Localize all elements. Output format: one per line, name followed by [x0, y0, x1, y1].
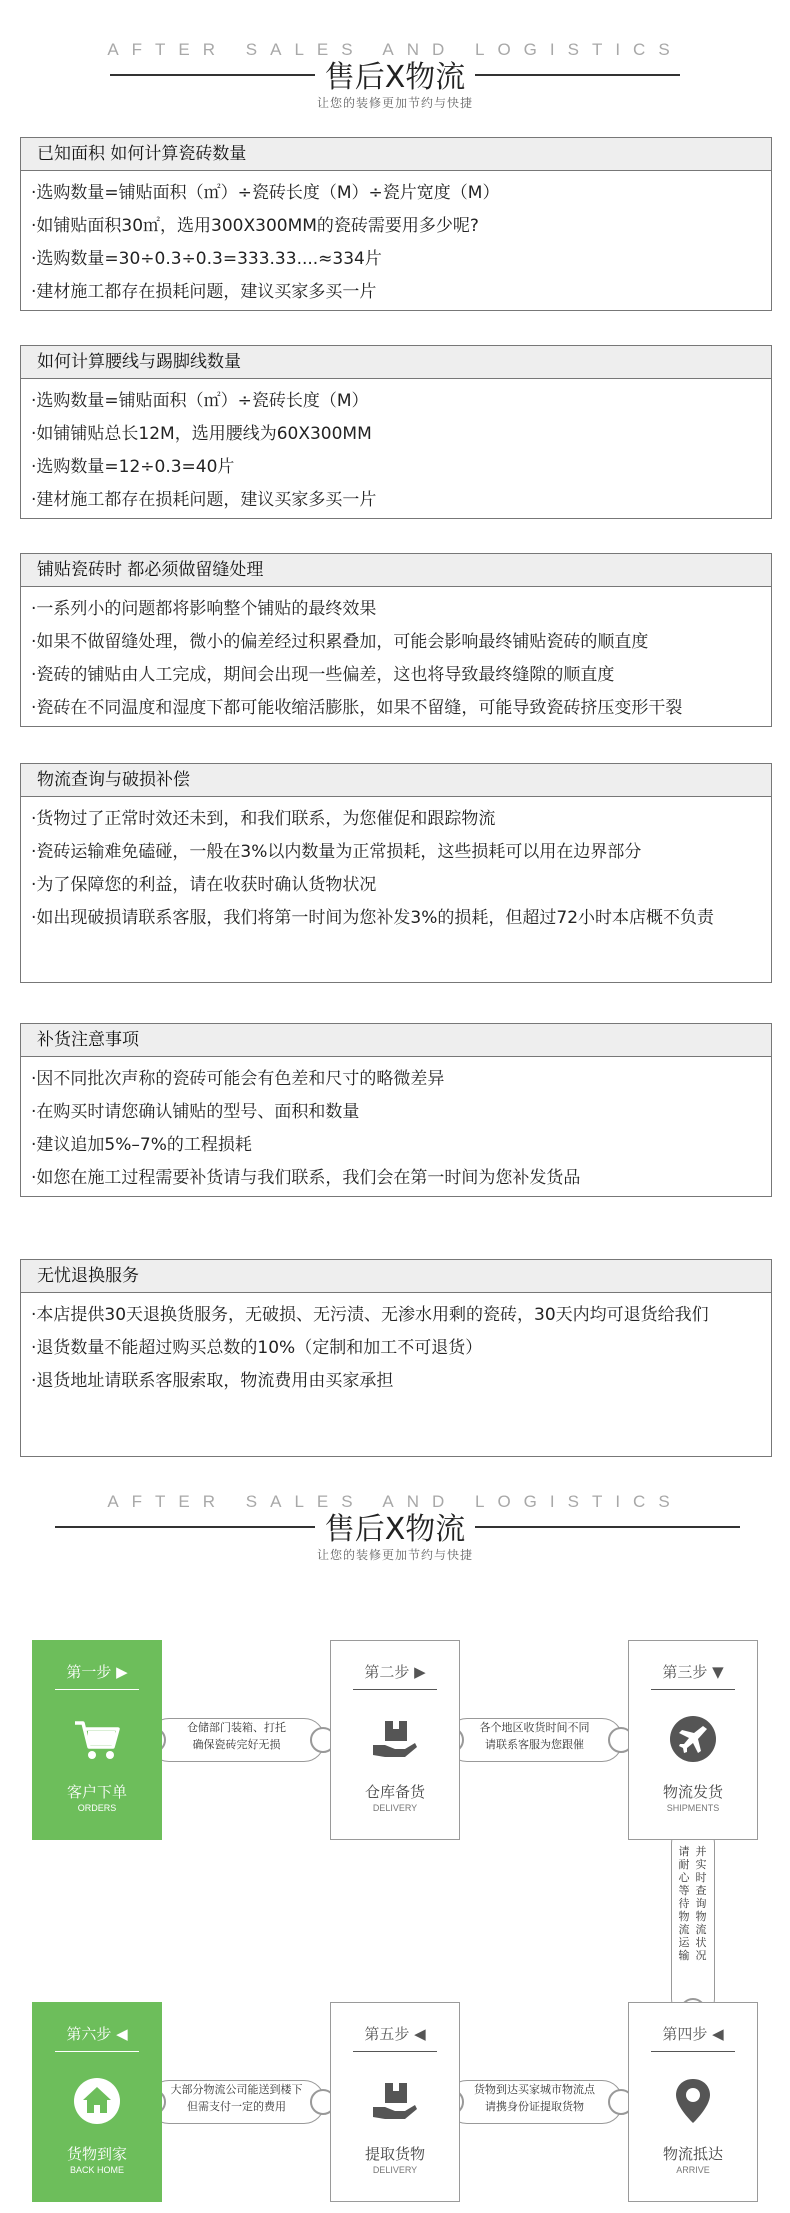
box-in-hand-icon	[371, 2077, 419, 2125]
step-label-en: DELIVERY	[372, 1803, 418, 1813]
list-item: ·如您在施工过程需要补货请与我们联系，我们会在第一时间为您补发货品	[31, 1168, 581, 1188]
step-number: 第一步 ▶	[66, 1663, 128, 1681]
info-box-title: 铺贴瓷砖时 都必须做留缝处理	[21, 554, 771, 587]
list-item: ·退货地址请联系客服索取，物流费用由买家承担	[31, 1371, 394, 1391]
header-rule-right	[475, 74, 680, 76]
list-item: ·建材施工都存在损耗问题，建议买家多买一片	[31, 490, 377, 510]
info-box-title: 如何计算腰线与踢脚线数量	[21, 346, 771, 379]
page-header-top	[0, 22, 790, 112]
step-card-arrive	[628, 2002, 758, 2202]
connector-step4-step5	[446, 2080, 623, 2124]
list-item: ·如铺贴面积30㎡，选用300X300MM的瓷砖需要用多少呢?	[31, 216, 479, 236]
step-label: 提取货物	[364, 2145, 425, 2163]
list-item: ·建议追加5%–7%的工程损耗	[31, 1135, 252, 1155]
connector-step3-step4	[671, 1822, 715, 2020]
info-box-return-service	[20, 1259, 772, 1457]
step-divider	[353, 1689, 437, 1690]
step-number: 第四步 ◀	[662, 2025, 724, 2043]
info-box-tile-quantity	[20, 137, 772, 311]
step-number: 第三步 ▼	[662, 1663, 724, 1681]
info-box-title: 物流查询与破损补偿	[21, 764, 771, 797]
info-box-title: 补货注意事项	[21, 1024, 771, 1057]
list-item: ·选购数量=12÷0.3=40片	[31, 457, 235, 477]
location-pin-icon	[669, 2077, 717, 2125]
header-english: AFTER SALES AND LOGISTICS	[107, 40, 683, 59]
info-box-waistline-quantity	[20, 345, 772, 519]
connector-text: 各个地区收货时间不同	[479, 1721, 590, 1734]
step-label: 物流抵达	[662, 2145, 723, 2163]
connector-text: 请携身份证提取货物	[485, 2100, 584, 2113]
header-subtitle: 让您的装修更加节约与快捷	[316, 1548, 473, 1562]
header-subtitle: 让您的装修更加节约与快捷	[316, 96, 473, 110]
cart-icon	[73, 1715, 121, 1763]
list-item: ·为了保障您的利益，请在收获时确认货物状况	[31, 875, 377, 895]
step-label: 客户下单	[66, 1783, 127, 1801]
info-box-title: 已知面积 如何计算瓷砖数量	[21, 138, 771, 171]
step-label: 物流发货	[662, 1783, 723, 1801]
step-label-en: BACK HOME	[69, 2165, 124, 2175]
step-number: 第五步 ◀	[364, 2025, 426, 2043]
list-item: ·建材施工都存在损耗问题，建议买家多买一片	[31, 282, 377, 302]
header-rule-right	[475, 1526, 740, 1528]
list-item: ·如出现破损请联系客服，我们将第一时间为您补发3%的损耗，但超过72小时本店概不负责	[31, 908, 715, 928]
step-card-delivery	[330, 1640, 460, 1840]
step-label-en: DELIVERY	[372, 2165, 418, 2175]
list-item: ·如铺铺贴总长12M，选用腰线为60X300MM	[31, 424, 372, 444]
connector-step2-step3	[446, 1718, 623, 1762]
info-box-grout-gap	[20, 553, 772, 727]
airplane-icon	[669, 1715, 717, 1763]
step-card-back-home	[32, 2002, 162, 2202]
connector-text: 但需支付一定的费用	[187, 2100, 286, 2113]
list-item: ·在购买时请您确认铺贴的型号、面积和数量	[31, 1102, 360, 1122]
list-item: ·一系列小的问题都将影响整个铺贴的最终效果	[31, 599, 377, 619]
step-divider	[651, 1689, 735, 1690]
page-header-process	[0, 1474, 790, 1564]
step-label: 货物到家	[66, 2145, 127, 2163]
step-label-en: ARRIVE	[676, 2165, 710, 2175]
connector-step1-step2	[148, 1718, 325, 1762]
home-icon	[73, 2077, 121, 2125]
list-item: ·本店提供30天退换货服务，无破损、无污渍、无渗水用剩的瓷砖，30天内均可退货给我们	[31, 1305, 709, 1325]
list-item: ·因不同批次声称的瓷砖可能会有色差和尺寸的略微差异	[31, 1069, 445, 1089]
info-box-restock-notes	[20, 1023, 772, 1197]
list-item: ·选购数量=铺贴面积（㎡）÷瓷砖长度（M）÷瓷片宽度（M）	[31, 183, 500, 203]
header-title: 售后X物流	[324, 1512, 466, 1547]
step-label: 仓库备货	[364, 1783, 425, 1801]
info-box-logistics-damage	[20, 763, 772, 983]
list-item: ·如果不做留缝处理，微小的偏差经过积累叠加，可能会影响最终铺贴瓷砖的顺直度	[31, 632, 649, 652]
connector-text: 仓储部门装箱、打托	[187, 1721, 286, 1734]
box-in-hand-icon	[371, 1715, 419, 1763]
step-card-pickup	[330, 2002, 460, 2202]
step-divider	[55, 1689, 139, 1690]
step-label-en: ORDERS	[77, 1803, 117, 1813]
list-item: ·瓷砖在不同温度和湿度下都可能收缩活膨胀，如果不留缝，可能导致瓷砖挤压变形干裂	[31, 698, 683, 718]
step-label-en: SHIPMENTS	[666, 1803, 720, 1813]
step-number: 第二步 ▶	[364, 1663, 426, 1681]
connector-text: 确保瓷砖完好无损	[192, 1738, 281, 1751]
connector-text: 并实时查询物流状况	[695, 1845, 707, 1962]
list-item: ·选购数量=铺贴面积（㎡）÷瓷砖长度（M）	[31, 391, 369, 411]
info-box-title: 无忧退换服务	[21, 1260, 771, 1293]
header-english: AFTER SALES AND LOGISTICS	[107, 1492, 683, 1511]
step-divider	[651, 2051, 735, 2052]
list-item: ·退货数量不能超过购买总数的10%（定制和加工不可退货）	[31, 1338, 483, 1358]
list-item: ·瓷砖的铺贴由人工完成，期间会出现一些偏差，这也将导致最终缝隙的顺直度	[31, 665, 615, 685]
step-number: 第六步 ◀	[66, 2025, 128, 2043]
step-divider	[353, 2051, 437, 2052]
connector-text: 请联系客服为您跟催	[485, 1738, 584, 1751]
header-title: 售后X物流	[324, 60, 466, 95]
step-card-shipments	[628, 1640, 758, 1840]
connector-text: 大部分物流公司能送到楼下	[170, 2083, 303, 2096]
connector-text: 货物到达买家城市物流点	[474, 2083, 595, 2096]
step-card-orders	[32, 1640, 162, 1840]
list-item: ·瓷砖运输难免磕碰，一般在3%以内数量为正常损耗，这些损耗可以用在边界部分	[31, 842, 642, 862]
step-divider	[55, 2051, 139, 2052]
connector-step5-step6	[148, 2080, 325, 2124]
list-item: ·选购数量=30÷0.3÷0.3=333.33....≈334片	[31, 249, 382, 269]
connector-text: 请耐心等待物流运输	[678, 1845, 690, 1962]
list-item: ·货物过了正常时效还未到，和我们联系，为您催促和跟踪物流	[31, 809, 496, 829]
